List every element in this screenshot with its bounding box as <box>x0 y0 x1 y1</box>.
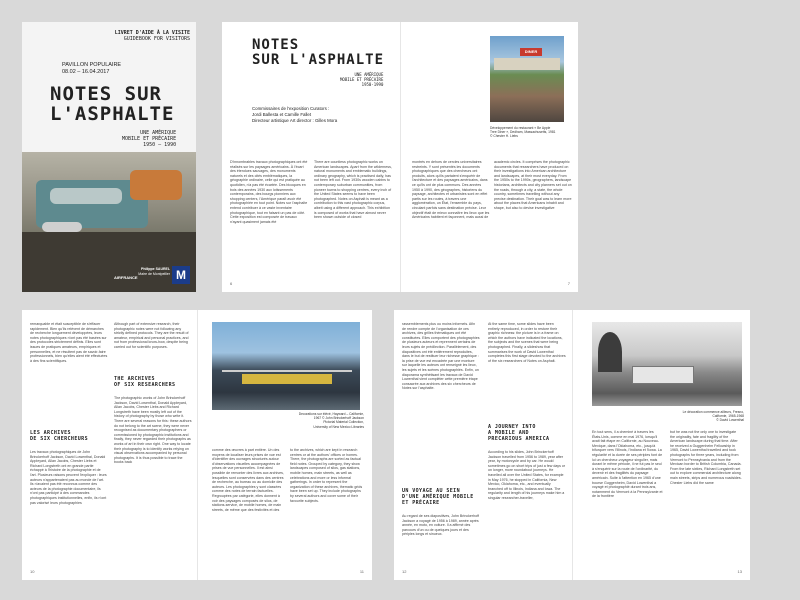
boats-caption-line4: University of New Mexico Libraries <box>313 424 364 429</box>
journey-text-fr-2: En tout sens, il a cheminé à travers les États-Unis, comme en mai 1976, lorsqu'il avait fait étape en Californie, au Nouveau-Mexique, dans l'Oklahoma, etc., jusqu'à bifurquer vers l'Illinois, l'Indiana et l'Iowa. La régularité et la durée de ses périples font de lui un chercheur-voyageur singulier, mais durant le même période, il ne fut pas le seul à s'enquérir sur la route de l'ordinarité, du devenir et des fragilités du paysage américain. Suite à l'attention en 1965 d'une bourse Guggenheim, David Lowenthal a voyagé et photographié durant trois ans, notamment du Vermont à la Pennsylvanie et de la frontière <box>592 430 663 499</box>
cover-title <box>50 84 174 124</box>
cover-subtitle-line2: MOBILE ET PRÉCAIRE <box>122 136 177 142</box>
heading-un-voyage-line1: UN VOYAGE AU SEIN <box>402 488 460 494</box>
heading-les-archives-line2: DE SIX CHERCHEURS <box>30 436 88 442</box>
page-number-right: 7 <box>567 281 570 286</box>
page-number-right: 13 <box>737 569 742 574</box>
car-orange <box>130 170 182 200</box>
spread-subtitle-line3: 1950-1990 <box>361 82 384 87</box>
trailer-caption-line2: Californie, 1965-1968 <box>712 414 744 419</box>
cover-subtitle-line3: 1950 – 1990 <box>143 142 177 148</box>
heading-a-journey <box>488 424 570 442</box>
chrome-bumper <box>42 222 82 232</box>
guidebook-cover <box>22 22 196 292</box>
heading-a-journey-line1: A JOURNEY INTO <box>488 424 536 430</box>
journey-text-en-intro: At the same time, some slides have been entirely reproduced, in order to restore their graphic richness: the picture is in a frame on which the authors have indicated the locations, the subjects and the scenes that were being photographed. Finally, a slideshow that summarises the work of David Lowenthal completes this first stage devoted to the archives of the six researchers of Notes on Asphalt. <box>488 322 566 363</box>
intro-text-fr-1: D'innombrables travaux photographiques ont été réalisés sur les paysages américains. À l'écart des étendues sauvages, des monuments naturels et des cités emblématiques, la géographie ordinaire, celle qui est pratiquée au quotidien, n'a pas été écartée. Des bicoques en bois des années 1930 aux lotissements contemporains, des bourgs pionniers aux shopping centers, l'Amérique paraît avoir été photographiée en tout point. Notes sur l'asphalte entend contribuer à ce vaste inventaire photographique, tout en faisant un pas de côté. Cette exposition est composée de travaux n'ayant quasiment jamais été <box>230 160 308 224</box>
guidebook-label <box>115 30 190 42</box>
curators-line3: Directeur artistique Art director : Gilles Mora <box>252 118 338 123</box>
page-number-right: 11 <box>359 569 364 574</box>
curators-line1: Commissaires de l'exposition Curators : <box>252 106 330 111</box>
journey-text-fr-intro: rassemblements plus ou moins informels. Afin de rendre compte de l'organisation de ces archives, des grilles thématiques ont été constituées. Elles comportent des photographies de plusieurs auteurs et reprennent certains de leurs sujets de prédilection. Parallèlement, des diapositives ont été entièrement reproduites, dans le but de restituer leur richesse graphique : la prise de vue est encadrée par une monture sur laquelle les auteurs ont renseigné les lieux, les sujets et les scènes photographiés. Enfin, un diaporama synthétisant les travaux de David Lowenthal vient compléter cette première étape consacrée aux archives des six chercheurs de Notes sur l'asphalte. <box>402 322 480 391</box>
page-number-left: 12 <box>402 569 407 574</box>
diner-photo-caption <box>490 126 566 139</box>
archives-text-en-2: to the archives, which are kept in research centres or at the authors' offices or homes. There, the photographs are sorted as factual field notes. Grouped by category, they show landscapes composed of silos, gas stations, mobile homes, main streets, as well as celebrations and more or less informal gatherings. In order to represent the organization of these archives, thematic grids have been set up. They include photographs by several authors and cover some of their favourite subjects. <box>290 448 363 503</box>
mobile-home <box>632 366 694 384</box>
boats-photo <box>212 322 360 410</box>
diner-caption-line1: Développement du restaurant « Be Apple <box>490 126 551 130</box>
curators-line2: Jordi Ballesta et Camille Fallet <box>252 112 312 117</box>
boats-photo-caption <box>284 412 364 429</box>
mast-line <box>222 370 352 372</box>
archives-text-fr-2: comme des œuvres à part entière. Un des moyens de localiser leurs prises de vue est d'identifier des ouvrages structurés autour d'observations visuelles accompagnées de prises de vue personnelles. Il est ainsi possible de remonter des livres aux archives, lesquelles sont conservées dans des centres de recherche, au bureau ou au domicile des auteurs. Les photographies y sont classées comme des notes de terrain factuelles. Regroupées par catégorie, elles donnent à voir des paysages composés de silos, de stations-service, de mobile homes, de main streets, de même que des festivités et des <box>212 448 284 512</box>
heading-les-archives-line1: LES ARCHIVES <box>30 430 71 436</box>
intro-text-en-1: There are countless photographic works on American landscapes. Apart from the wilderness, natural monuments and emblematic buildings, ordinary geography, which is practised daily, has not been left out. From 1930s wooden cabins to contemporary suburban communities, from pioneer towns to shopping centres, every inch of the United States seems to have been photographed. Notes on Asphalt is meant as a contribution to this vast photographic corpus, albeit using a different approach. This exhibition is composed of works that have almost never been shown outside of closed <box>314 160 392 220</box>
diner-building <box>494 58 560 70</box>
heading-a-journey-line3: PRECARIOUS AMERICA <box>488 436 550 442</box>
cover-subtitle-line1: UNE AMÉRIQUE <box>140 130 177 136</box>
tree <box>598 332 622 372</box>
credit-role: Maire de Montpellier <box>138 271 170 276</box>
car-window <box>50 188 122 204</box>
heading-the-archives-line2: OF SIX RESEARCHERS <box>114 382 176 388</box>
cover-subtitle <box>122 130 176 148</box>
heading-a-journey-line2: A MOBILE AND <box>488 430 529 436</box>
diner-caption-line3: © Chester H. Liebs <box>490 134 518 139</box>
spread-subtitle-line1: UNE AMÉRIQUE <box>354 72 384 77</box>
trailer-park-photo <box>592 322 742 406</box>
spread-journey <box>394 310 750 580</box>
spread-subtitle <box>340 72 383 87</box>
cover-title-line1: NOTES SUR <box>50 83 162 105</box>
trailer-caption-line1: Le décoration commence ailleurs, Fresno, <box>682 410 744 414</box>
boats-caption-line2: 1967 © John Brinckerhoff Jackson <box>313 416 364 421</box>
heading-the-archives <box>114 376 194 388</box>
page-number-left: 10 <box>30 569 35 574</box>
journey-text-en-body: According to his slides, John Brinckerhoff Jackson travelled from 1956 to 1989, year after year, by motorcycle and by car. He would sometimes go on short trips of just a few days or on longer, more roundabout journeys. He travelled all over the United States, for example in May 1976, he stopped in California, New Mexico, Oklahoma, etc., and eventually branched off to Illinois, Indiana and Iowa. The regularity and length of his journeys make him a singular researcher-traveller, <box>488 450 566 500</box>
montpellier-logo: M <box>172 266 190 284</box>
pavement <box>22 232 196 292</box>
heading-un-voyage-line3: ET PRÉCAIRE <box>402 500 440 506</box>
spread-subtitle-line2: MOBILE ET PRÉCAIRE <box>340 77 384 82</box>
intro-text-en-2: academic circles. It comprises the photographic documents that researchers have produced on their investigations into American architecture and landscapes, at their most everyday. From the 1950s to the 1990s, geographers, landscape historians, architects and city planners set out on the roads, through a city, a state, the whole country, sometimes travelling without any precise destination. Their goal was to learn more about the places that Americans inhabit and shape, but also to devise investigative <box>494 160 572 210</box>
credit-name: Philippe SAUREL <box>141 267 170 271</box>
spread-title-line2: SUR L'ASPHALTE <box>252 52 385 68</box>
pavilion-name: PAVILLON POPULAIRE <box>62 62 122 68</box>
cover-title-line2: L'ASPHALTE <box>50 103 175 125</box>
diner-caption-line2: Tree Diner », Dedham, Massachusetts, 1981 <box>490 130 556 135</box>
pavilion-info <box>62 62 121 76</box>
gutter-line <box>572 310 573 580</box>
boats-caption-line1: Decorations sur élévé, Hayward – Californie, <box>298 412 364 416</box>
photo-credit <box>138 267 170 276</box>
diner-sign: DINER <box>520 48 542 56</box>
archives-text-fr-intro: remarquable et était susceptible de s'effacer rapidement. Bien qu'ils relèvent de démarches de recherche longuement développées, leurs notes photographiques n'ont pas été basées sur des protocoles strictement définis. Elles sont issues de pratiques amateurs, empiriques et personnelles, et ne résultent pas de savoir-faire professionnels, bien qu'elles aient été effectuées à des fins scientifiques. <box>30 322 108 363</box>
heading-un-voyage-line2: D'UNE AMÉRIQUE MOBILE <box>402 494 474 500</box>
archives-text-en-intro: Although part of extensive research, their photographic notes were not following any strictly defined protocols. They are the result of amateur, empirical and personal practices, and not from professional know-how, despite being carried out for scientific purposes. <box>114 322 189 349</box>
boats-caption-line3: Pictorial Material Collection, <box>323 420 364 425</box>
diner-crowd-photo <box>490 36 564 122</box>
guide-label-fr: LIVRET D'AIDE À LA VISITE <box>114 30 190 36</box>
gutter-line <box>400 22 401 292</box>
trailer-caption-line3: © David Lowenthal <box>716 418 744 423</box>
spread-archives <box>22 310 372 580</box>
airfrance-logo: AIRFRANCE <box>114 275 138 280</box>
curators <box>252 106 337 124</box>
spread-title <box>252 38 384 68</box>
archives-text-fr-body: Les travaux photographiques de John Brinckerhoff Jackson, David Lowenthal, Donald Appleyard, Allan Jacobs, Chester Liebs et Richard Longstreth ont en grande partie échappé à l'histoire de la photographie et de l'art. Plusieurs raisons peuvent l'expliquer : leurs auteurs n'appartenaient pas au monde de l'art. Ils n'avaient pas été reconnus comme des acteurs de la photographie documentaire, ils n'ont pas participé à des commandes photographiques institutionnelles, enfin, ils n'ont pas valorisé leurs photographies <box>30 450 107 505</box>
spread-title-line1: NOTES <box>252 37 300 53</box>
guide-label-en: GUIDEBOOK FOR VISITORS <box>123 36 190 42</box>
boat-decoration <box>242 374 332 384</box>
exhibition-dates: 08.02 – 16.04.2017 <box>62 69 110 75</box>
spread-intro <box>222 22 578 292</box>
intro-text-fr-2: montrés en dehors de cercles universitaires restreints. Y sont présentés les documents photographiques que des chercheurs ont produits, alors qu'ils partaient s'enquérir de l'architecture et des paysages américains, dans ce qu'ils ont de plus communs. Des années 1950 à 1990, des géographes, historiens du paysage, architectes et urbanistes sont en effet partis sur les routes, à travers une agglomération, un État, l'ensemble du pays, circulant parfois sans destination précise. Leur objectif était de mieux connaître les lieux que les Américains habitent et façonnent, mais aussi de <box>412 160 490 220</box>
page-number-left: 6 <box>230 281 233 286</box>
trailer-photo-caption <box>662 410 744 423</box>
heading-un-voyage <box>402 488 484 506</box>
journey-text-fr-body: Au regard de ses diapositives, John Brinckerhoff Jackson a voyagé de 1956 à 1989, année après année, en moto, en voiture. Il a affirmé des parcours d'un ou de quelques jours et des périples longs et sinueux. <box>402 514 480 537</box>
gutter-line <box>197 310 198 580</box>
archives-text-en-body: The photographic works of John Brinckerhoff Jackson, David Lowenthal, Donald Appleyard, Allan Jacobs, Chester Liebs and Richard Longstreth have been mostly left out of the history of photography by those who write it. There are several reasons for this: these authors do not belong to the art scene, they were never recognised as documentary photographers or commissioned by photographic institutions and finally, they never regarded their photographs as works of art in their own right. One way to locate their photography is to identify works relying on visual observations accompanied by personal photographs. It is thus possible to trace the books back <box>114 396 192 465</box>
heading-the-archives-line1: THE ARCHIVES <box>114 376 155 382</box>
journey-text-en-2: but he was not the only one to investigate the originality, fate and fragility of the American landscape during that time. After he received a Guggenheim Fellowship in 1965, David Lowenthal travelled and took photographs for three years, including from Vermont to Pennsylvania and from the Mexican border to British Columbia, Canada. From the late sixties, Richard Longstreth set out to explore commercial architecture along main streets, strips and numerous roadsides. Chester Liebs did the same <box>670 430 742 485</box>
heading-les-archives <box>30 430 110 442</box>
